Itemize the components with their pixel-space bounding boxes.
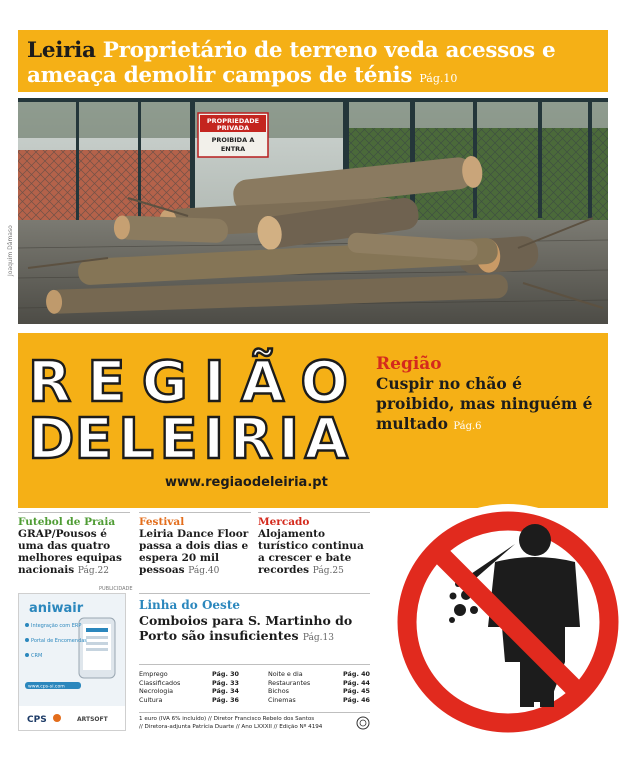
advertisement[interactable] xyxy=(18,593,126,731)
regiao-story-text: Cuspir no chão é proibido, mas ninguém é multado xyxy=(376,374,593,433)
news-text xyxy=(18,528,130,577)
regiao-story-page: Pág.6 xyxy=(453,421,482,432)
sign-text-line4: ENTRA xyxy=(220,145,246,153)
masthead-letter: R xyxy=(229,407,273,472)
news-headline: Leiria Dance Floor passa a dois dias e espera 20 mil pessoas xyxy=(139,528,249,576)
index-page: Pág. 36 xyxy=(212,695,239,704)
index-rule xyxy=(139,664,370,665)
lead-headline[interactable] xyxy=(27,38,602,91)
news-page: Pág.40 xyxy=(188,566,220,576)
ad-logo-cps: CPS xyxy=(27,715,47,725)
news-item-futebol-praia[interactable] xyxy=(18,516,130,577)
certification-seal-icon xyxy=(356,716,370,730)
sign-text-line3: PROIBIDA A xyxy=(211,136,255,144)
index-right xyxy=(268,670,370,704)
ad-site: www.cps-si.com xyxy=(28,684,65,690)
index-row[interactable] xyxy=(268,679,370,688)
news-item-festival[interactable] xyxy=(139,516,251,577)
linha-oeste-headline: Comboios para S. Martinho do Porto são insuficientes xyxy=(139,613,353,643)
private-property-sign xyxy=(198,113,268,157)
linha-oeste-story[interactable] xyxy=(139,613,374,646)
masthead-letter: G xyxy=(141,350,188,415)
index-page: Pág. 46 xyxy=(343,695,370,704)
masthead-de: DE xyxy=(28,407,113,472)
masthead-letter: I xyxy=(203,407,225,472)
index-section: Necrologia xyxy=(139,687,174,696)
index-page: Pág. 34 xyxy=(212,687,239,696)
masthead-letter: R xyxy=(28,350,72,415)
column-rule xyxy=(258,512,370,513)
imprint-line2: // Diretora-adjunta Patrícia Duarte // Ano LXXXII // Edição Nº 4194 xyxy=(139,723,323,730)
ad-artwork xyxy=(19,594,125,730)
website-link[interactable]: www.regiaodeleiria.pt xyxy=(165,475,328,490)
lead-photo xyxy=(18,98,608,324)
news-text xyxy=(139,528,251,577)
index-row[interactable] xyxy=(139,687,239,696)
masthead-de-leiria[interactable] xyxy=(28,407,348,472)
footer-rule xyxy=(139,712,370,713)
lead-section: Leiria xyxy=(27,38,96,63)
ad-item: CRM xyxy=(31,653,43,659)
index-page: Pág. 45 xyxy=(343,687,370,696)
column-rule xyxy=(139,512,251,513)
news-page: Pág.22 xyxy=(77,566,109,576)
news-kicker: Futebol de Praia xyxy=(18,516,116,528)
index-page: Pág. 44 xyxy=(343,678,370,687)
news-page: Pág.25 xyxy=(312,566,344,576)
index-page: Pág. 33 xyxy=(212,678,239,687)
lead-headline-text: Proprietário de terreno veda acessos e ameaça demolir campos de ténis xyxy=(27,38,556,88)
news-kicker: Mercado xyxy=(258,516,310,528)
index-page: Pág. 40 xyxy=(343,670,370,678)
photo-credit: Joaquim Dâmaso xyxy=(7,225,14,276)
ad-logo-artsoft: ARTSOFT xyxy=(77,716,108,723)
imprint xyxy=(139,716,359,731)
index-section: Bichos xyxy=(268,687,289,696)
masthead-letter: E xyxy=(87,350,126,415)
index-page: Pág. 30 xyxy=(212,670,239,678)
index-row[interactable] xyxy=(139,670,239,679)
linha-oeste-page: Pág.13 xyxy=(302,633,334,643)
ad-brand: aniwair xyxy=(29,601,84,616)
news-headline: Alojamento turístico continua a crescer e bate recordes xyxy=(258,528,364,576)
masthead-letter: L xyxy=(118,407,154,472)
index-section: Classificados xyxy=(139,678,181,687)
news-kicker: Festival xyxy=(139,516,185,528)
masthead-regiao[interactable] xyxy=(28,350,348,415)
linha-oeste-kicker: Linha do Oeste xyxy=(139,598,240,612)
section-rule xyxy=(139,593,370,594)
ad-item: Integração com ERP xyxy=(31,623,82,629)
regiao-story-headline[interactable] xyxy=(376,374,601,437)
news-headline: GRAP/Pousos é uma das quatro melhores equipas nacionais xyxy=(18,528,122,576)
index-section: Restaurantes xyxy=(268,678,311,687)
index-row[interactable] xyxy=(268,670,370,679)
sign-text-line1: PROPRIEDADE xyxy=(206,117,260,125)
regiao-story-kicker: Região xyxy=(376,354,442,374)
masthead-letter: O xyxy=(300,350,348,415)
news-item-mercado[interactable] xyxy=(258,516,370,577)
masthead-letter: I xyxy=(203,350,225,415)
column-rule xyxy=(18,512,130,513)
index-section: Cultura xyxy=(139,695,163,704)
imprint-line1: 1 euro (IVA 6% incluído) // Diretor Francisco Rebelo dos Santos xyxy=(139,716,315,722)
news-text xyxy=(258,528,370,577)
index-left xyxy=(139,670,239,704)
masthead-letter: Ã xyxy=(240,350,285,415)
no-spitting-sign-icon xyxy=(390,452,620,742)
ad-item: Portal de Encomendas xyxy=(31,638,87,644)
index-section: Emprego xyxy=(139,670,168,678)
logs-photo-illustration xyxy=(18,98,608,324)
index-row[interactable] xyxy=(268,696,370,705)
masthead-letter: E xyxy=(159,407,198,472)
masthead-letter: I xyxy=(278,407,300,472)
sign-text-line2: PRIVADA xyxy=(216,124,250,132)
index-row[interactable] xyxy=(268,687,370,696)
index-section: Cinemas xyxy=(268,695,296,704)
index-row[interactable] xyxy=(139,696,239,705)
advertising-label: PUBLICIDADE xyxy=(99,586,133,592)
index-section: Noite e dia xyxy=(268,670,303,678)
masthead-letter: A xyxy=(304,407,348,472)
index-row[interactable] xyxy=(139,679,239,688)
lead-page-ref: Pág.10 xyxy=(419,72,458,85)
